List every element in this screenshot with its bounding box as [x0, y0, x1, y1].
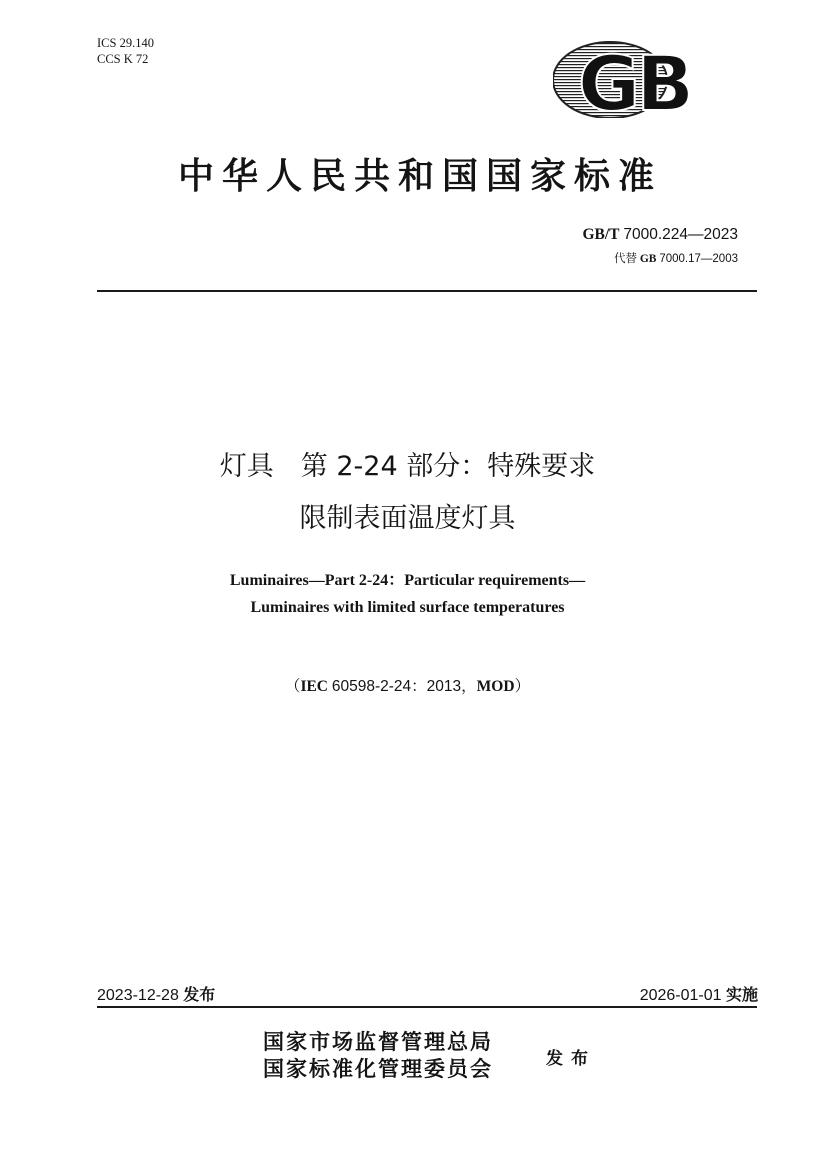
ics-code: ICS 29.140	[97, 36, 154, 50]
adoption-open-paren: （	[284, 678, 301, 695]
classification-codes	[97, 35, 154, 67]
gb-logo-text: GB	[577, 40, 691, 118]
issue-date-line	[97, 982, 215, 1005]
standard-number-value: 7000.224—2023	[623, 226, 738, 243]
replaces-prefix: GB	[639, 253, 657, 265]
title-cn-line2: 限制表面温度灯具	[299, 503, 516, 534]
publisher-1: 国家市场监督管理总局	[263, 1029, 493, 1054]
standard-number	[582, 226, 738, 244]
adoption-iec: IEC	[300, 678, 329, 695]
replaces-label: 代替	[613, 253, 637, 265]
national-standard-heading: 中华人民共和国国家标准	[177, 155, 662, 197]
effective-date: 2026-01-01	[639, 987, 722, 1004]
publish-verb: 发布	[546, 1049, 596, 1069]
title-cn-line1: 灯具 第 2-24 部分：特殊要求	[219, 451, 596, 482]
top-divider	[97, 290, 757, 292]
replaces-number: 7000.17—2003	[659, 253, 738, 265]
standard-prefix: GB/T	[582, 226, 620, 243]
adoption-close-paren: ）	[514, 678, 531, 695]
replaces-line	[614, 250, 738, 266]
title-en-line2: Luminaires with limited surface temperatures	[250, 599, 565, 616]
title-en-line1: Luminaires—Part 2-24：Particular requirements—	[229, 572, 586, 589]
effective-date-line	[640, 982, 758, 1005]
bottom-divider	[97, 1006, 757, 1008]
effective-label: 实施	[725, 985, 758, 1004]
publisher-2: 国家标准化管理委员会	[263, 1056, 493, 1081]
adoption-note	[60, 674, 755, 696]
issue-label: 发布	[183, 985, 216, 1004]
adoption-type: MOD	[476, 678, 515, 695]
ccs-code: CCS K 72	[97, 52, 149, 66]
issue-date: 2023-12-28	[97, 987, 179, 1004]
gb-logo	[553, 40, 713, 118]
adoption-number: 60598-2-24：2013，	[331, 678, 477, 695]
